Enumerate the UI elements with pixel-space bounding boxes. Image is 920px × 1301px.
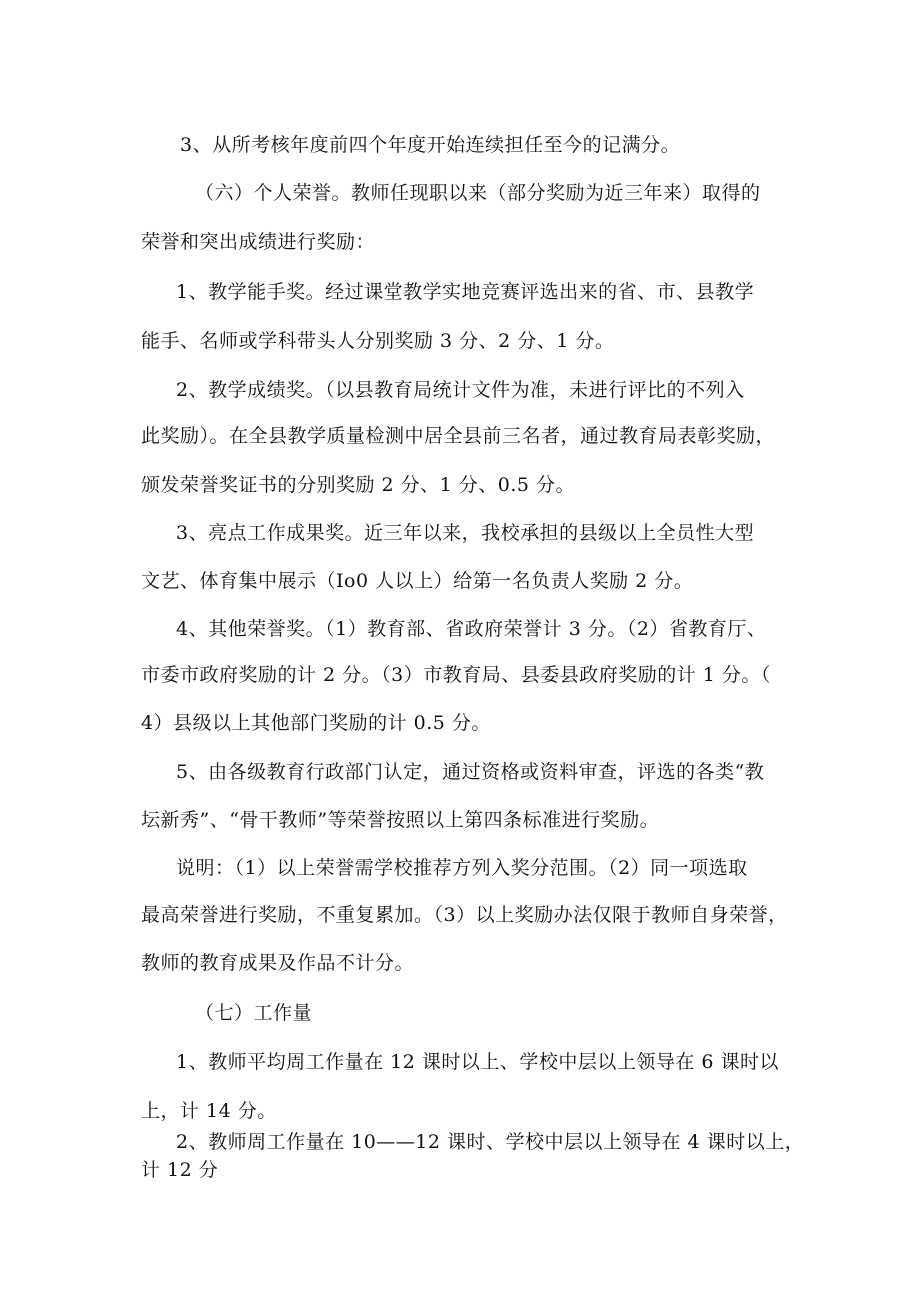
paragraph-line: 1、教学能手奖。经过课堂教学实地竞赛评选出来的省、市、县教学 [176, 281, 755, 303]
paragraph-line: 最高荣誉进行奖励，不重复累加。（3）以上奖励办法仅限于教师自身荣誉， [141, 904, 788, 926]
paragraph-line: 1、教师平均周工作量在 12 课时以上、学校中层以上领导在 6 课时以 [176, 1051, 780, 1073]
paragraph-line: 教师的教育成果及作品不计分。 [141, 952, 415, 974]
paragraph-line: 坛新秀”、“骨干教师”等荣誉按照以上第四条标准进行奖励。 [141, 809, 660, 831]
paragraph-line: 3、从所考核年度前四个年度开始连续担任至今的记满分。 [180, 134, 681, 156]
paragraph-line: 计 12 分 [141, 1159, 219, 1181]
paragraph-line: 上，计 14 分。 [141, 1100, 277, 1122]
paragraph-line: 4、其他荣誉奖。（1）教育部、省政府荣誉计 3 分。（2）省教育厅、 [176, 618, 767, 640]
paragraph-line: 3、亮点工作成果奖。近三年以来，我校承担的县级以上全员性大型 [176, 522, 755, 544]
paragraph-line: 2、教学成绩奖。（以县教育局统计文件为准，未进行评比的不列入 [176, 379, 745, 401]
paragraph-line: 颁发荣誉奖证书的分别奖励 2 分、1 分、0.5 分。 [141, 474, 576, 496]
paragraph-line: 此奖励）。在全县教学质量检测中居全县前三名者，通过教育局表彰奖励， [141, 425, 776, 447]
paragraph-line: 市委市政府奖励的计 2 分。（3）市教育局、县委县政府奖励的计 1 分。（ [141, 664, 771, 686]
paragraph-line: 说明：（1）以上荣誉需学校推荐方列入奖分范围。（2）同一项选取 [176, 857, 748, 879]
paragraph-line: 能手、名师或学科带头人分别奖励 3 分、2 分、1 分。 [141, 330, 615, 352]
paragraph-line: 文艺、体育集中展示（Io0 人以上）给第一名负责人奖励 2 分。 [141, 570, 694, 592]
paragraph-line: 4）县级以上其他部门奖励的计 0.5 分。 [141, 712, 491, 734]
paragraph-line: 5、由各级教育行政部门认定，通过资格或资料审查，评选的各类“教 [176, 761, 765, 783]
paragraph-line: 荣誉和突出成绩进行奖励： [141, 231, 376, 253]
section-heading: （七）工作量 [195, 1002, 313, 1024]
paragraph-line: 2、教师周工作量在 10——12 课时、学校中层以上领导在 4 课时以上， [176, 1131, 805, 1153]
paragraph-line: （六）个人荣誉。教师任现职以来（部分奖励为近三年来）取得的 [195, 182, 761, 204]
